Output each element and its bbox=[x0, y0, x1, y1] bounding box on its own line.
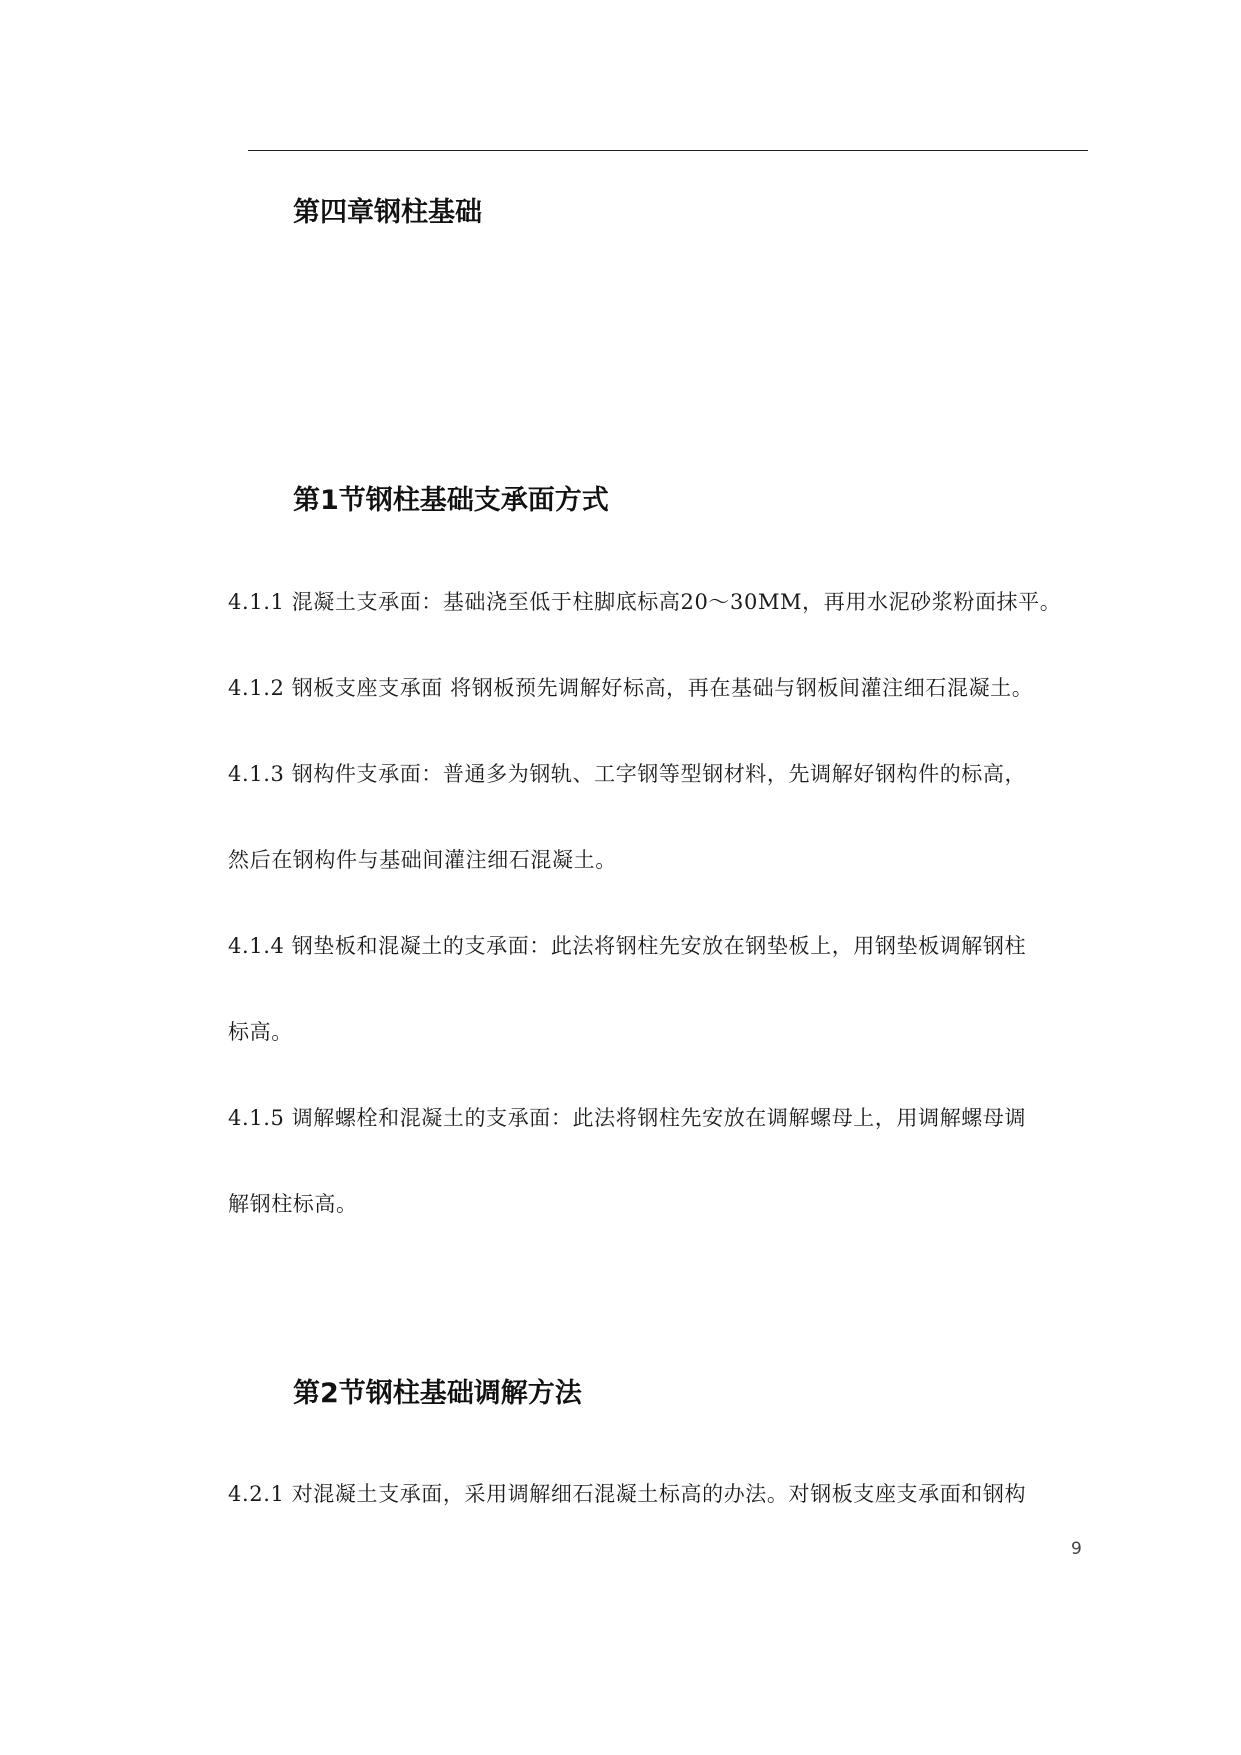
paragraph-line: 4.1.2 钢板支座支承面 将钢板预先调解好标高，再在基础与钢板间灌注细石混凝土。 bbox=[228, 676, 1034, 700]
paragraph-line: 然后在钢构件与基础间灌注细石混凝土。 bbox=[228, 848, 617, 872]
paragraph-line: 标高。 bbox=[228, 1020, 293, 1044]
paragraph-line: 4.1.3 钢构件支承面：普通多为钢轨、工字钢等型钢材料，先调解好钢构件的标高， bbox=[228, 762, 1027, 786]
section-title-2: 第2节钢柱基础调解方法 bbox=[293, 1378, 582, 1409]
paragraph-line: 解钢柱标高。 bbox=[228, 1192, 358, 1216]
paragraph-line: 4.1.1 混凝土支承面：基础浇至低于柱脚底标高20～30MM，再用水泥砂浆粉面抹平。 bbox=[228, 590, 1062, 614]
chapter-title: 第四章钢柱基础 bbox=[293, 197, 482, 228]
header-rule bbox=[248, 150, 1088, 151]
paragraph-line: 4.1.5 调解螺栓和混凝土的支承面：此法将钢柱先安放在调解螺母上，用调解螺母调 bbox=[228, 1106, 1027, 1130]
page-number: 9 bbox=[1071, 1539, 1082, 1559]
paragraph-line: 4.1.4 钢垫板和混凝土的支承面：此法将钢柱先安放在钢垫板上，用钢垫板调解钢柱 bbox=[228, 934, 1027, 958]
paragraph-line: 4.2.1 对混凝土支承面，采用调解细石混凝土标高的办法。对钢板支座支承面和钢构 bbox=[228, 1482, 1027, 1506]
section-title-1: 第1节钢柱基础支承面方式 bbox=[293, 485, 609, 516]
